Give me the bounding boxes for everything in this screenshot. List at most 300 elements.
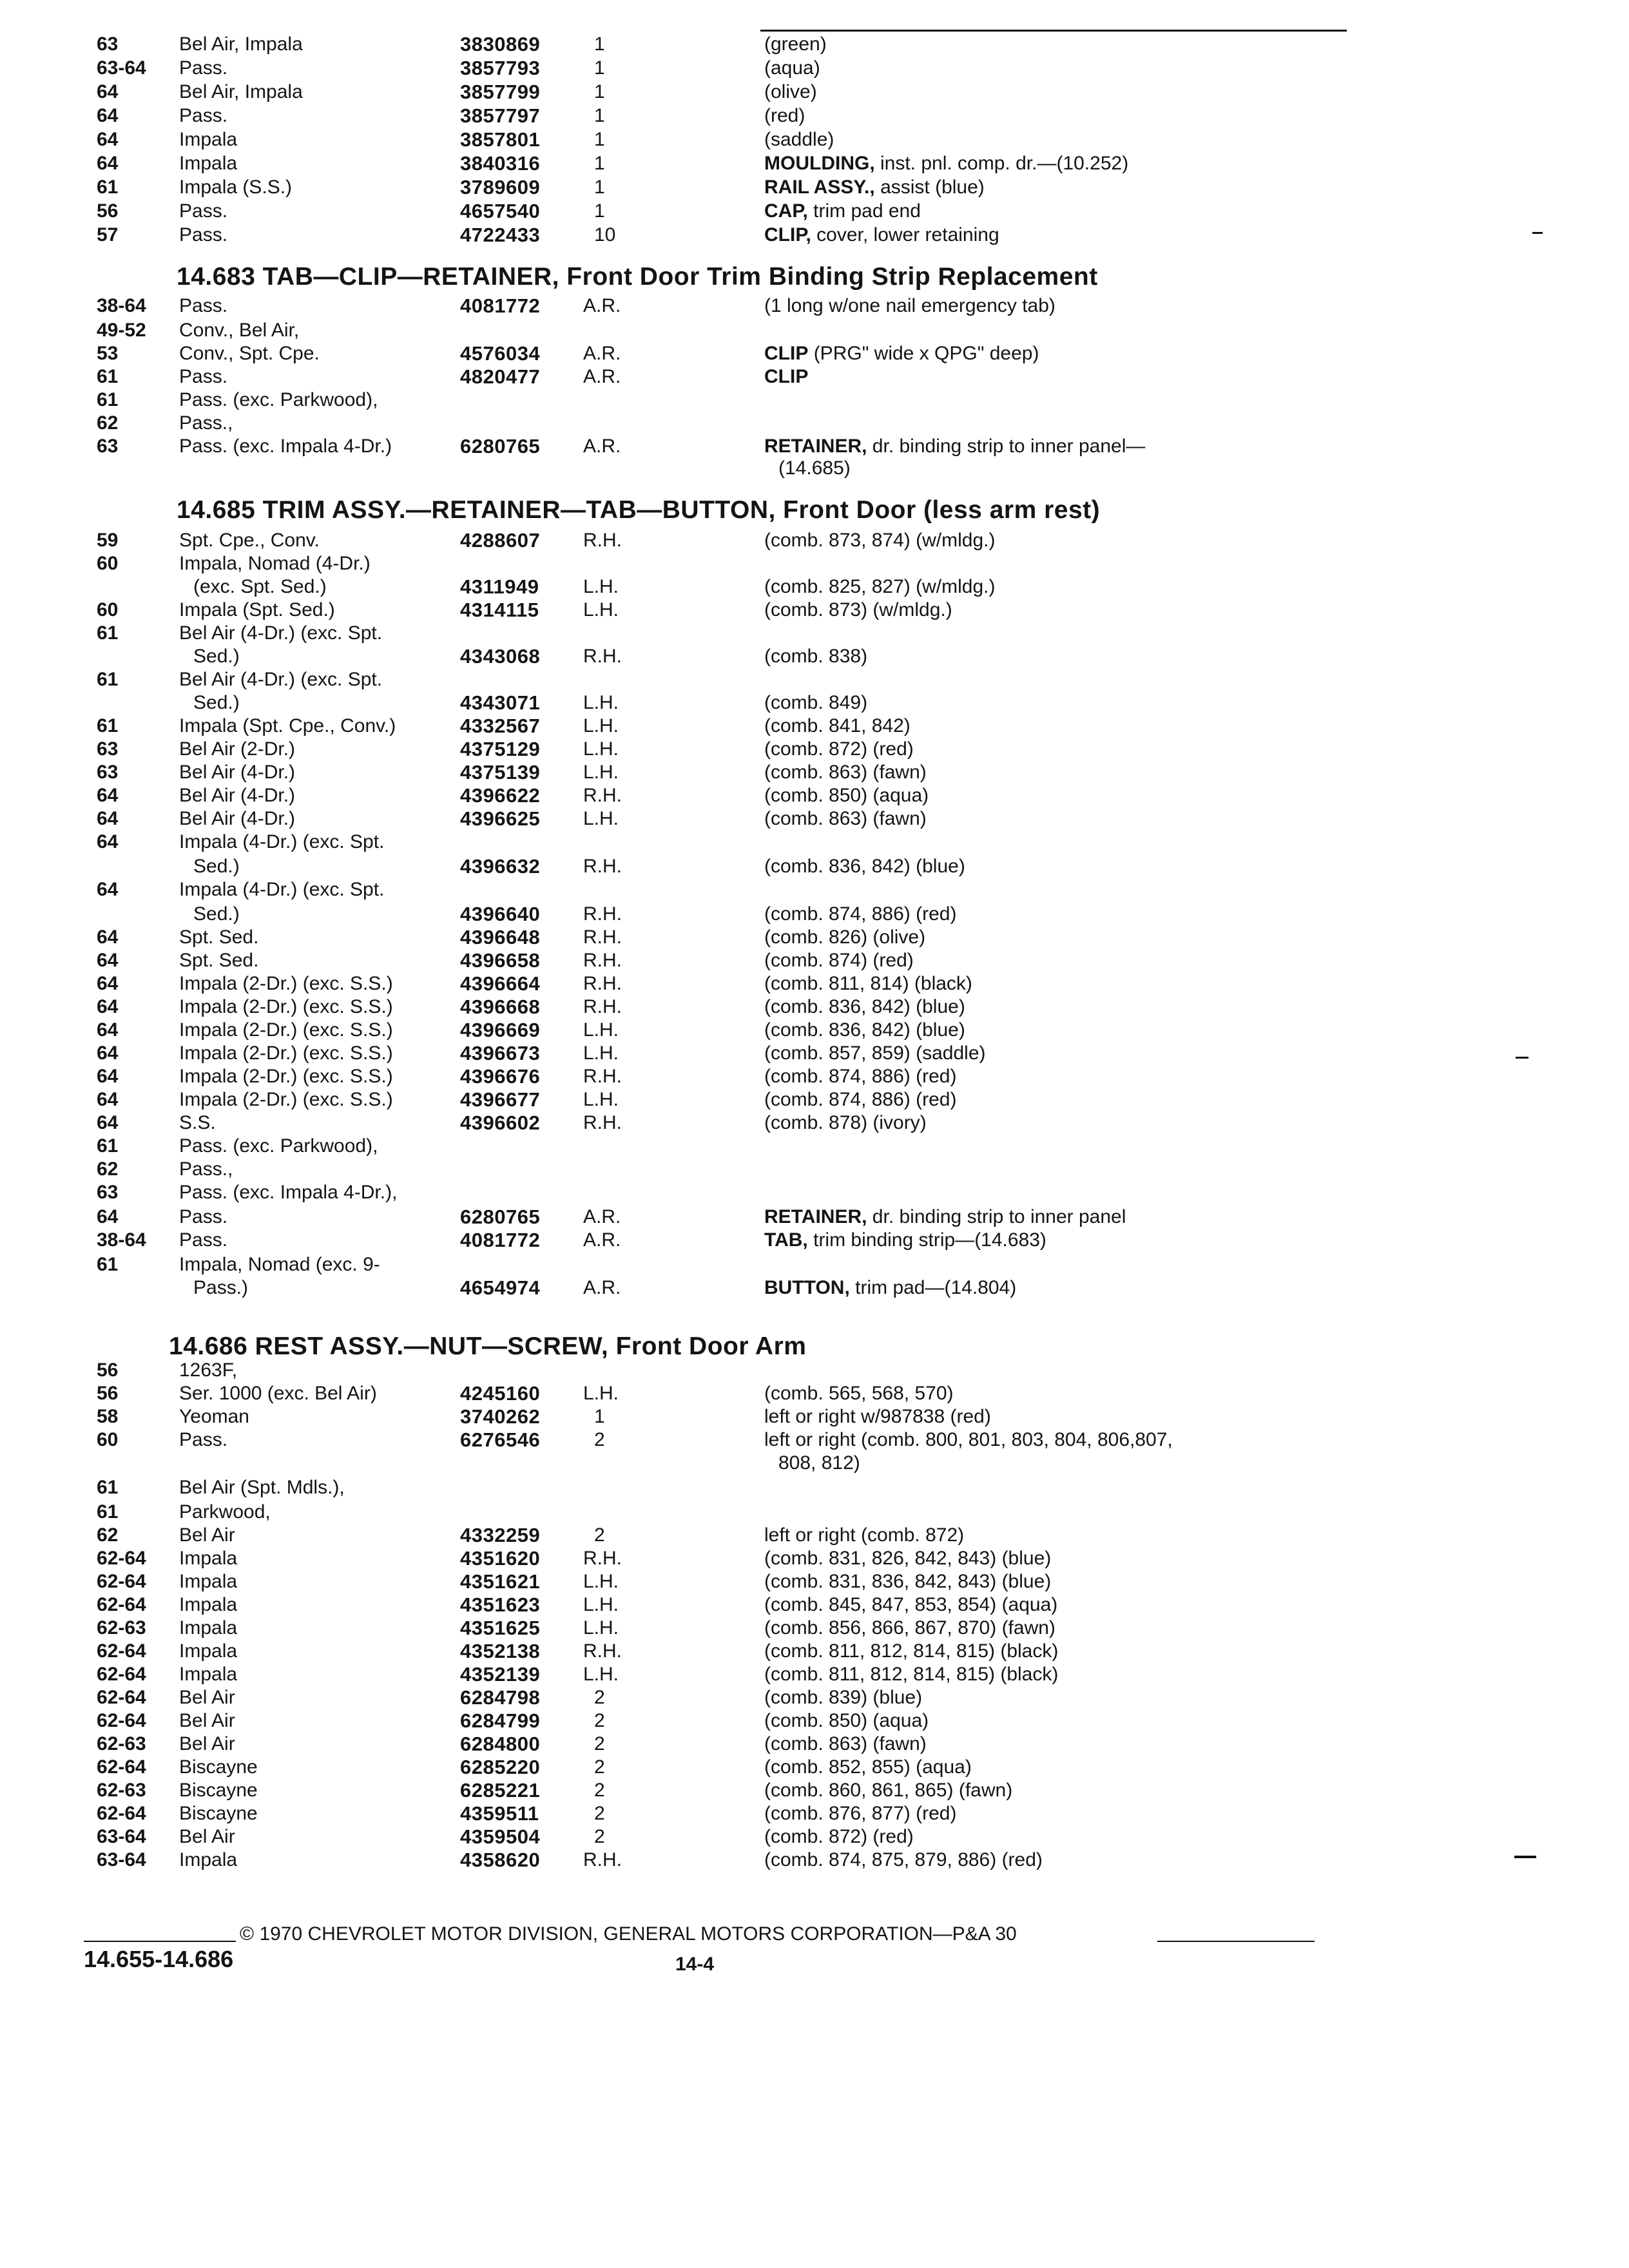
section-heading-14-683: 14.683 TAB—CLIP—RETAINER, Front Door Trim Binding Strip Replacement: [177, 263, 1098, 291]
list-item: [0, 434, 1629, 459]
model-name-text: Impala: [179, 1548, 240, 1569]
part-description: [764, 104, 1344, 128]
part-description-text: [764, 366, 811, 387]
model-year: 64: [97, 1019, 119, 1041]
model-name: [179, 434, 443, 459]
part-description: [764, 948, 1344, 973]
list-item: [0, 1475, 1629, 1500]
quantity: L.H.: [583, 738, 619, 760]
model-name: [179, 1755, 443, 1780]
list-item: [0, 199, 1629, 224]
model-name: [179, 456, 443, 481]
part-description-text: [764, 1664, 1061, 1685]
list-item: [0, 223, 1629, 247]
model-year: 64: [97, 879, 119, 900]
quantity: R.H.: [583, 903, 622, 925]
part-description-text: [764, 1803, 959, 1824]
list-item: [0, 598, 1629, 622]
part-name: MOULDING,: [764, 153, 875, 174]
model-year: 60: [97, 1429, 119, 1450]
quantity: L.H.: [583, 1664, 619, 1685]
model-name: [179, 175, 443, 200]
model-year: 59: [97, 530, 119, 551]
quantity: L.H.: [583, 1594, 619, 1615]
description-detail: (comb. 850) (aqua): [764, 785, 929, 806]
model-name: [179, 1228, 443, 1253]
part-number: 4396664: [460, 972, 541, 995]
part-description-text: [764, 1640, 1061, 1662]
quantity: R.H.: [583, 530, 622, 551]
model-year: 64: [97, 105, 119, 126]
quantity: 2: [594, 1429, 605, 1450]
description-detail: trim pad—(14.804): [855, 1277, 1017, 1298]
description-detail: (comb. 874, 886) (red): [764, 1089, 957, 1110]
description-detail: (aqua): [764, 57, 820, 79]
part-description: [764, 1616, 1344, 1640]
part-number: 4343068: [460, 645, 541, 668]
list-item: [0, 341, 1629, 366]
model-name-text: Bel Air (4-Dr.) (exc. Spt.: [179, 622, 385, 644]
part-number: 4576034: [460, 342, 541, 365]
model-year: 64: [97, 1112, 119, 1133]
description-detail: 808, 812): [778, 1452, 860, 1474]
quantity: 10: [594, 224, 616, 245]
model-name: [179, 223, 443, 247]
part-description: [764, 365, 1344, 389]
list-item: [0, 714, 1629, 738]
model-name: [179, 1428, 443, 1452]
model-name-text: Pass.: [179, 105, 230, 126]
description-detail: (comb. 878) (ivory): [764, 1112, 927, 1133]
part-number: 6284799: [460, 1709, 541, 1732]
model-year: 62-64: [97, 1687, 146, 1708]
part-description-text: [764, 1733, 929, 1754]
part-number: 4359504: [460, 1825, 541, 1848]
quantity: R.H.: [583, 1066, 622, 1087]
model-name-text: Bel Air: [179, 1687, 238, 1708]
model-name-text: Bel Air: [179, 1524, 238, 1546]
quantity: A.R.: [583, 1277, 621, 1298]
list-item: [0, 995, 1629, 1019]
list-item: [0, 575, 1629, 599]
list-item: [0, 1134, 1629, 1158]
model-name: [179, 104, 443, 128]
model-name: [179, 1111, 443, 1135]
model-name: [179, 830, 443, 854]
model-name-text: Bel Air (4-Dr.): [179, 785, 298, 806]
model-name: [179, 1358, 443, 1383]
description-detail: (comb. 565, 568, 570): [764, 1383, 954, 1404]
model-name: [179, 1523, 443, 1548]
part-number: 4396668: [460, 995, 541, 1018]
part-description-text: [764, 1112, 929, 1133]
description-detail: (comb. 850) (aqua): [764, 1710, 929, 1731]
part-name: RETAINER,: [764, 436, 867, 457]
part-number: 4359511: [460, 1802, 539, 1825]
model-year: 61: [97, 1254, 119, 1275]
list-item: [0, 151, 1629, 176]
part-number: 3857793: [460, 57, 541, 79]
quantity: R.H.: [583, 1849, 622, 1870]
model-name-text: Bel Air (4-Dr.): [179, 808, 298, 829]
description-detail: (comb. 825, 827) (w/mldg.): [764, 576, 996, 597]
part-number: 4722433: [460, 224, 541, 246]
quantity: 1: [594, 105, 605, 126]
part-number: 4352139: [460, 1663, 541, 1686]
list-item: [0, 1451, 1629, 1475]
model-year: 64: [97, 831, 119, 852]
quantity: L.H.: [583, 692, 619, 713]
model-year: 58: [97, 1406, 119, 1427]
model-name: [179, 1205, 443, 1229]
part-description: [764, 807, 1344, 831]
part-description: [764, 1639, 1344, 1664]
part-description-text: [764, 1571, 1054, 1592]
part-description-text: [764, 1548, 1054, 1569]
list-item: [0, 1253, 1629, 1277]
quantity: L.H.: [583, 762, 619, 783]
list-item: [0, 528, 1629, 553]
part-description: [764, 854, 1344, 879]
part-description: [764, 175, 1344, 200]
margin-mark: [1532, 232, 1543, 234]
part-description-text: [764, 34, 829, 55]
quantity: R.H.: [583, 1112, 622, 1133]
model-year: 62: [97, 1524, 119, 1546]
part-description: [764, 575, 1344, 599]
description-detail: (PRG" wide x QPG" deep): [813, 343, 1039, 364]
part-description-text: [764, 57, 823, 79]
quantity: L.H.: [583, 1383, 619, 1404]
part-number: 4396602: [460, 1111, 541, 1134]
part-number: 4820477: [460, 365, 541, 388]
model-name-text: Sed.): [193, 646, 242, 667]
part-description-text: [764, 1043, 988, 1064]
part-name: BUTTON,: [764, 1277, 850, 1298]
list-item: [0, 1709, 1629, 1733]
part-description-text: [778, 457, 853, 479]
part-number: 4311949: [460, 575, 539, 598]
part-number: 4654974: [460, 1276, 541, 1299]
quantity: 2: [594, 1780, 605, 1801]
model-name: [193, 691, 458, 715]
part-number: 4288607: [460, 529, 541, 552]
part-description-text: [764, 1617, 1058, 1639]
list-item: [0, 175, 1629, 200]
model-name-text: Impala: [179, 1849, 240, 1870]
model-name: [193, 644, 458, 669]
list-item: [0, 621, 1629, 646]
model-name-text: Impala: [179, 1594, 240, 1615]
part-description: [764, 598, 1344, 622]
model-year: 64: [97, 950, 119, 971]
model-name: [179, 1593, 443, 1617]
list-item: [0, 760, 1629, 785]
part-description-text: [764, 295, 1058, 316]
list-item: [0, 925, 1629, 950]
model-name-text: Bel Air, Impala: [179, 34, 305, 55]
part-number: 6285220: [460, 1756, 541, 1778]
model-name-text: Pass.: [179, 366, 230, 387]
model-name-text: Pass.: [179, 295, 230, 316]
part-number: 4396632: [460, 855, 541, 878]
quantity: L.H.: [583, 1019, 619, 1041]
part-description: [764, 1755, 1344, 1780]
model-name-text: Pass. (exc. Impala 4-Dr.): [179, 436, 394, 457]
part-name: RETAINER,: [764, 1206, 867, 1227]
part-number: 4245160: [460, 1382, 541, 1405]
model-year: 62: [97, 1158, 119, 1180]
part-description: [764, 972, 1344, 996]
part-description: [764, 1428, 1344, 1452]
model-name: [179, 128, 443, 152]
model-name: [179, 341, 443, 366]
list-item: [0, 1157, 1629, 1182]
model-name-text: Sed.): [193, 903, 242, 925]
model-name: [179, 552, 443, 576]
model-name: [179, 1134, 443, 1158]
model-year: 62-64: [97, 1803, 146, 1824]
model-name: [179, 1180, 443, 1205]
model-name: [193, 575, 458, 599]
part-description: [764, 1111, 1344, 1135]
model-year: 64: [97, 808, 119, 829]
model-name-text: [179, 1452, 182, 1474]
part-description: [764, 1546, 1344, 1571]
list-item: [0, 552, 1629, 576]
part-name: RAIL ASSY.,: [764, 177, 875, 198]
quantity: L.H.: [583, 1089, 619, 1110]
part-number: 4396676: [460, 1065, 541, 1088]
part-description: [764, 1276, 1344, 1300]
model-name: [179, 1500, 443, 1524]
model-name: [179, 1018, 443, 1043]
description-detail: (comb. 811, 814) (black): [764, 973, 972, 994]
part-description: [764, 128, 1344, 152]
model-name: [179, 80, 443, 104]
model-year: 63: [97, 738, 119, 760]
description-detail: (comb. 874, 875, 879, 886) (red): [764, 1849, 1043, 1870]
model-year: 63: [97, 762, 119, 783]
model-name-text: S.S.: [179, 1112, 218, 1133]
model-name-text: Impala: [179, 129, 240, 150]
part-description-text: [764, 436, 1148, 457]
model-name: [179, 318, 443, 343]
model-name-text: Bel Air: [179, 1733, 238, 1754]
list-item: [0, 1662, 1629, 1687]
model-name-text: Impala (2-Dr.) (exc. S.S.): [179, 973, 396, 994]
model-year: 38-64: [97, 1229, 146, 1251]
part-description: [764, 783, 1344, 808]
part-description-text: [764, 1229, 1049, 1251]
list-item: [0, 32, 1629, 57]
list-item: [0, 56, 1629, 81]
part-number: 4396640: [460, 903, 541, 925]
part-number: 4351620: [460, 1547, 541, 1570]
model-year: 61: [97, 669, 119, 690]
description-detail: (comb. 873) (w/mldg.): [764, 599, 952, 620]
quantity: A.R.: [583, 1206, 621, 1227]
model-name-text: Conv., Spt. Cpe.: [179, 343, 322, 364]
part-description: [764, 294, 1344, 318]
description-detail: (saddle): [764, 129, 834, 150]
part-description: [764, 1709, 1344, 1733]
list-item: [0, 1570, 1629, 1594]
part-description: [764, 714, 1344, 738]
list-item: [0, 854, 1629, 879]
model-name: [179, 760, 443, 785]
model-name: [193, 854, 458, 879]
list-item: [0, 1523, 1629, 1548]
description-detail: (green): [764, 34, 827, 55]
part-description-text: [764, 81, 820, 102]
part-number: 4332259: [460, 1524, 541, 1546]
quantity: L.H.: [583, 576, 619, 597]
part-name: CAP,: [764, 200, 808, 222]
description-detail: (comb. 872) (red): [764, 738, 914, 760]
model-name: [179, 1064, 443, 1089]
model-name-text: Pass.: [179, 1229, 230, 1251]
list-item: [0, 1228, 1629, 1253]
part-number: 4396669: [460, 1019, 541, 1041]
quantity: 2: [594, 1756, 605, 1778]
model-name: [179, 1253, 443, 1277]
model-name-text: Bel Air (4-Dr.) (exc. Spt.: [179, 669, 385, 690]
part-description: [764, 1041, 1344, 1066]
model-year: 64: [97, 1206, 119, 1227]
part-description-text: [764, 129, 836, 150]
list-item: [0, 1593, 1629, 1617]
model-name: [179, 1639, 443, 1664]
part-description: [764, 223, 1344, 247]
part-number: 4352138: [460, 1640, 541, 1662]
part-number: 3830869: [460, 33, 541, 55]
list-item: [0, 737, 1629, 762]
model-year: 61: [97, 1477, 119, 1498]
part-description: [764, 1523, 1344, 1548]
model-year: 62-64: [97, 1710, 146, 1731]
model-year: 56: [97, 200, 119, 222]
model-year: 57: [97, 224, 119, 245]
model-name: [179, 1405, 443, 1429]
model-name: [179, 807, 443, 831]
part-description-text: [764, 1826, 916, 1847]
description-detail: (comb. 856, 866, 867, 870) (fawn): [764, 1617, 1055, 1639]
model-name: [179, 1662, 443, 1687]
list-item: [0, 1639, 1629, 1664]
model-name: [179, 365, 443, 389]
list-item: [0, 1405, 1629, 1429]
part-description: [764, 1381, 1344, 1406]
page-number: 14-4: [675, 1954, 715, 1975]
part-number: 4081772: [460, 294, 541, 317]
model-year: 60: [97, 599, 119, 620]
model-name-text: Impala: [179, 1571, 240, 1592]
description-detail: (comb. 857, 859) (saddle): [764, 1043, 986, 1064]
model-name-text: Impala, Nomad (4-Dr.): [179, 553, 373, 574]
part-number: 4396648: [460, 926, 541, 948]
model-name-text: Impala (4-Dr.) (exc. Spt.: [179, 831, 387, 852]
model-name-text: Pass.: [179, 200, 230, 222]
model-year: 62: [97, 412, 119, 434]
list-item: [0, 1732, 1629, 1756]
description-detail: (comb. 874, 886) (red): [764, 903, 957, 925]
quantity: R.H.: [583, 785, 622, 806]
part-description-text: [764, 105, 807, 126]
quantity: L.H.: [583, 1617, 619, 1639]
part-number: 4375139: [460, 761, 541, 783]
list-item: [0, 1546, 1629, 1571]
description-detail: left or right (comb. 800, 801, 803, 804, 806,807,: [764, 1429, 1173, 1450]
quantity: A.R.: [583, 366, 621, 387]
list-item: [0, 644, 1629, 669]
list-item: [0, 294, 1629, 318]
part-description-text: [764, 1066, 959, 1087]
model-name: [179, 1088, 443, 1112]
list-item: [0, 1825, 1629, 1849]
model-name-text: Spt. Cpe., Conv.: [179, 530, 322, 551]
model-year: 61: [97, 1501, 119, 1523]
part-description: [764, 691, 1344, 715]
description-detail: cover, lower retaining: [816, 224, 999, 245]
part-name: TAB,: [764, 1229, 808, 1251]
model-name: [179, 783, 443, 808]
footer-rule-right: [1157, 1941, 1315, 1942]
description-detail: (comb. 863) (fawn): [764, 762, 927, 783]
model-name: [179, 199, 443, 224]
quantity: 1: [594, 81, 605, 102]
list-item: [0, 1616, 1629, 1640]
model-name-text: Pass. (exc. Parkwood),: [179, 389, 380, 410]
list-item: [0, 1180, 1629, 1205]
model-name-text: Impala (4-Dr.) (exc. Spt.: [179, 879, 387, 900]
margin-mark: [1516, 1057, 1528, 1059]
part-description: [764, 995, 1344, 1019]
model-name-text: Pass.: [179, 224, 230, 245]
model-year: 53: [97, 343, 119, 364]
model-name-text: Pass.,: [179, 412, 235, 434]
model-name-text: Impala (S.S.): [179, 177, 294, 198]
part-description: [764, 199, 1344, 224]
part-number: 4351621: [460, 1570, 541, 1593]
part-description: [778, 1451, 1358, 1475]
list-item: [0, 1848, 1629, 1872]
part-description: [764, 1848, 1344, 1872]
part-description-text: [764, 1089, 959, 1110]
model-name-text: Bel Air, Impala: [179, 81, 305, 102]
model-year: 61: [97, 177, 119, 198]
description-detail: (comb. 860, 861, 865) (fawn): [764, 1780, 1013, 1801]
quantity: R.H.: [583, 996, 622, 1017]
description-detail: (comb. 836, 842) (blue): [764, 856, 965, 877]
part-description: [764, 925, 1344, 950]
list-item: [0, 104, 1629, 128]
quantity: 1: [594, 34, 605, 55]
part-number: 4343071: [460, 691, 541, 714]
quantity: R.H.: [583, 1548, 622, 1569]
model-name-text: Impala: [179, 1617, 240, 1639]
model-name-text: Sed.): [193, 692, 242, 713]
model-name-text: Spt. Sed.: [179, 927, 261, 948]
part-description: [764, 32, 1344, 57]
model-name-text: Impala (2-Dr.) (exc. S.S.): [179, 1089, 396, 1110]
part-description-text: [764, 996, 968, 1017]
list-item: [0, 902, 1629, 927]
description-detail: (comb. 839) (blue): [764, 1687, 923, 1708]
part-number: 6284798: [460, 1686, 541, 1709]
description-detail: (comb. 811, 812, 814, 815) (black): [764, 1640, 1059, 1662]
list-item: [0, 1018, 1629, 1043]
